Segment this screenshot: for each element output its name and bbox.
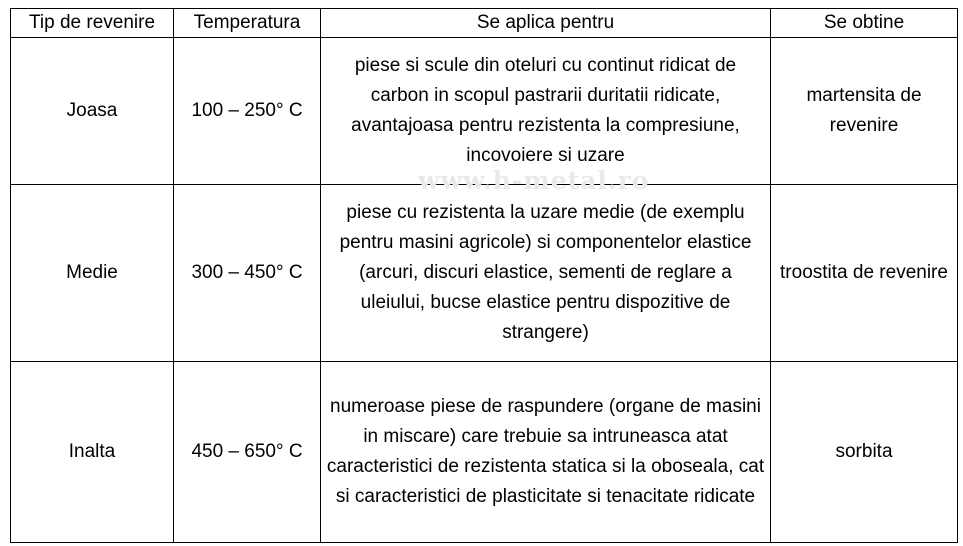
tempering-table [10,8,958,543]
cell-temperatura: 100 – 250° C [174,38,321,185]
cell-obtine: sorbita [771,362,958,543]
cell-tip: Medie [11,185,174,362]
cell-temperatura: 300 – 450° C [174,185,321,362]
header-se-aplica-pentru: Se aplica pentru [321,9,771,38]
cell-aplica: piese cu rezistenta la uzare medie (de exemplu pentru masini agricole) si componentelor elastice (arcuri, discuri elastice, sementi de reglare a uleiului, bucse elastice pentru dispozitive de strangere) [321,185,771,362]
watermark: www.h-metal.ro [418,166,650,195]
cell-obtine: martensita de revenire [771,38,958,185]
cell-tip: Inalta [11,362,174,543]
table-row [11,38,958,185]
cell-aplica: numeroase piese de raspundere (organe de masini in miscare) care trebuie sa intruneasca atat caracteristici de rezistenta statica si la oboseala, cat si caracteristici de plasticitate si tenacitate ridicate [321,362,771,543]
cell-tip: Joasa [11,38,174,185]
cell-temperatura: 450 – 650° C [174,362,321,543]
table-row [11,362,958,543]
header-se-obtine: Se obtine [771,9,958,38]
table-header-row [11,9,958,38]
cell-aplica: piese si scule din oteluri cu continut ridicat de carbon in scopul pastrarii duritatii ridicate, avantajoasa pentru rezistenta la compresiune, incovoiere si uzare [321,38,771,185]
cell-obtine: troostita de revenire [771,185,958,362]
header-temperatura: Temperatura [174,9,321,38]
table-row [11,185,958,362]
header-tip-de-revenire: Tip de revenire [11,9,174,38]
